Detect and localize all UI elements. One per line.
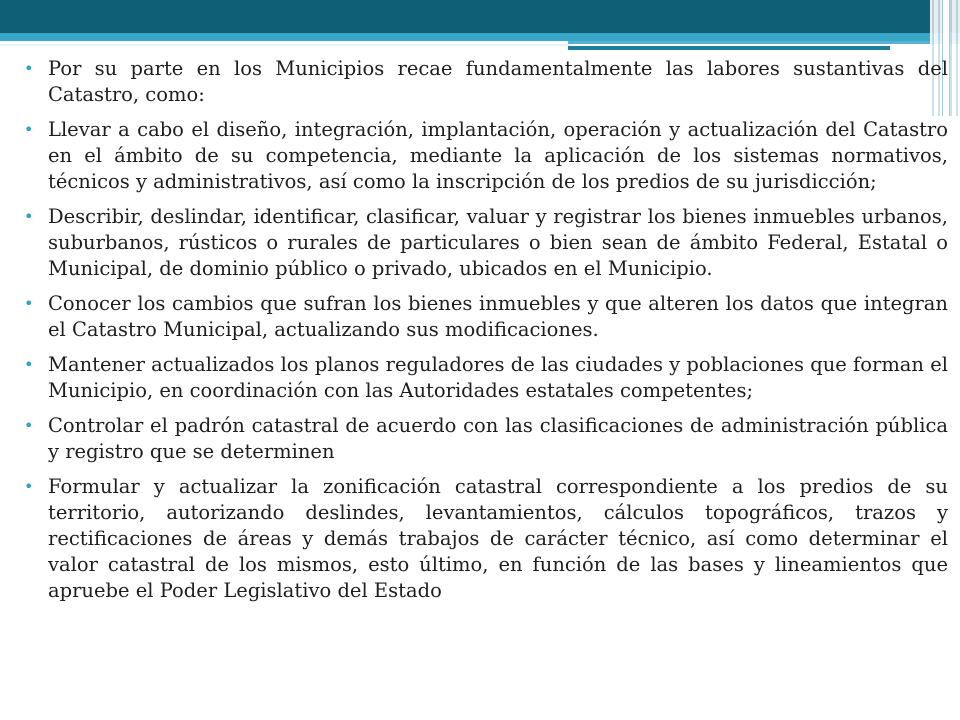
bullet-item [24, 352, 948, 404]
header-accent-band [0, 33, 960, 41]
header-divider-right [568, 46, 890, 50]
bullet-text: Por su parte en los Municipios recae fundamentalmente las labores sustantivas del Catastro, como: [48, 57, 948, 106]
bullet-item [24, 204, 948, 282]
bullet-item [24, 413, 948, 465]
bullet-marker: • [24, 416, 34, 435]
slide-body [24, 56, 948, 613]
bullet-marker: • [24, 120, 34, 139]
bullet-text: Controlar el padrón catastral de acuerdo con las clasificaciones de administración pública y registro que se determinen [48, 414, 948, 463]
bullet-text: Describir, deslindar, identificar, clasificar, valuar y registrar los bienes inmuebles urbanos, suburbanos, rústicos o rurales de particulares o bien sean de ámbito Federal, Estatal o Municipal, de dominio público o privado, ubicados en el Municipio. [48, 205, 948, 280]
bullet-item [24, 474, 948, 604]
bullet-text: Formular y actualizar la zonificación catastral correspondiente a los predios de su territorio, autorizando deslindes, levantamientos, cálculos topográficos, trazos y rectificaciones de áreas y demás trabajos de carácter técnico, así como determinar el valor catastral de los mismos, esto último, en función de las bases y lineamientos que apruebe el Poder Legislativo del Estado [48, 475, 948, 602]
bullet-marker: • [24, 477, 34, 496]
bullet-item [24, 56, 948, 108]
bullet-text: Llevar a cabo el diseño, integración, implantación, operación y actualización del Catastro en el ámbito de su competencia, mediante la aplicación de los sistemas normativos, técnicos y administrativos, así como la inscripción de los predios de su jurisdicción; [48, 118, 948, 193]
bullet-marker: • [24, 59, 34, 78]
bullet-item [24, 117, 948, 195]
header-divider-left [0, 44, 570, 46]
bullet-marker: • [24, 355, 34, 374]
bullet-marker: • [24, 294, 34, 313]
bullet-text: Conocer los cambios que sufran los bienes inmuebles y que alteren los datos que integran el Catastro Municipal, actualizando sus modificaciones. [48, 292, 948, 341]
bullet-text: Mantener actualizados los planos reguladores de las ciudades y poblaciones que forman el Municipio, en coordinación con las Autoridades estatales competentes; [48, 353, 948, 402]
bullet-item [24, 291, 948, 343]
header-band [0, 0, 960, 33]
bullet-marker: • [24, 207, 34, 226]
header-divider-right-top [568, 41, 960, 44]
